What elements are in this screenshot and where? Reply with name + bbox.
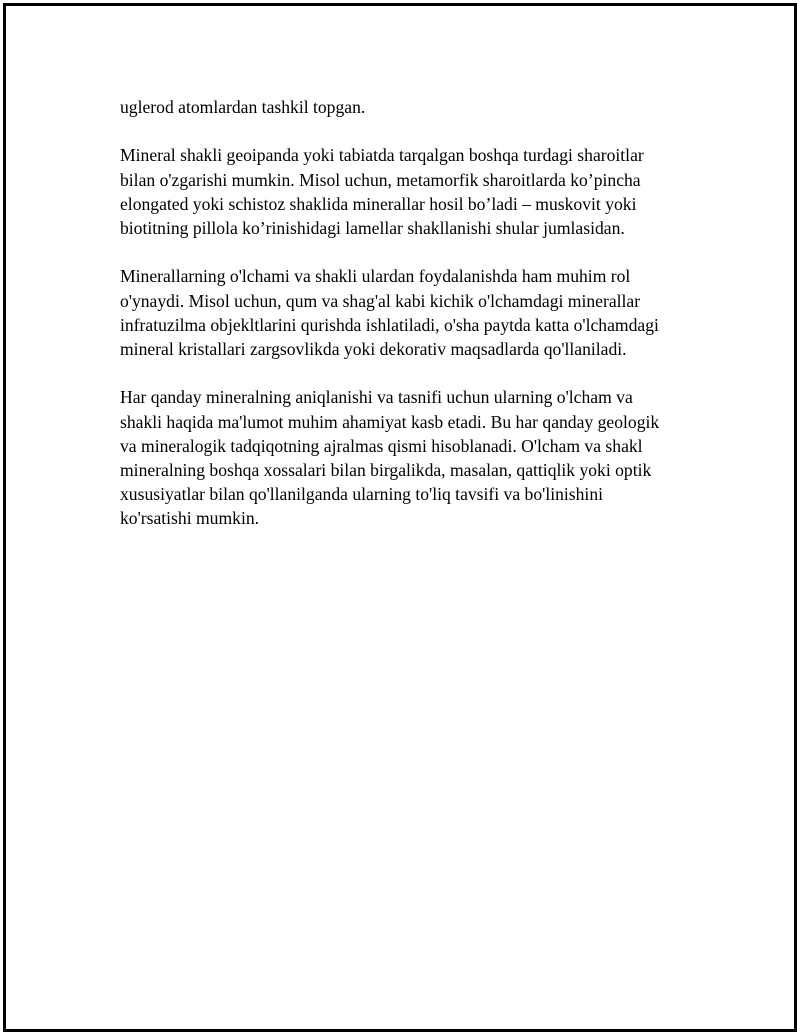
- paragraph-2: Mineral shakli geoipanda yoki tabiatda tarqalgan boshqa turdagi sharoitlar bilan o'zgarishi mumkin. Misol uchun, metamorfik sharoitlarda ko’pincha elongated yoki schistoz shaklida minerallar hosil bo’ladi – muskovit yoki biotitning pillola ko’rinishidagi lamellar shakllanishi shular jumlasidan.: [120, 145, 644, 238]
- document-body: [120, 95, 700, 555]
- paragraph-1: uglerod atomlardan tashkil topgan.: [120, 97, 366, 117]
- paragraph-3: Minerallarning o'lchami va shakli ulardan foydalanishda ham muhim rol o'ynaydi. Misol uchun, qum va shag'al kabi kichik o'lchamdagi minerallar infratuzilma objekltlarini qurishda ishlatiladi, o'sha paytda katta o'lchamdagi mineral kristallari zargsovlikda yoki dekorativ maqsadlarda qo'llaniladi.: [120, 266, 659, 359]
- document-page: [3, 3, 797, 1032]
- paragraph-4: Har qanday mineralning aniqlanishi va tasnifi uchun ularning o'lcham va shakli haqida ma'lumot muhim ahamiyat kasb etadi. Bu har qanday geologik va mineralogik tadqiqotning ajralmas qismi hisoblanadi. O'lcham va shakl mineralning boshqa xossalari bilan birgalikda, masalan, qattiqlik yoki optik xususiyatlar bilan qo'llanilganda ularning to'liq tavsifi va bo'linishini ko'rsatishi mumkin.: [120, 387, 660, 529]
